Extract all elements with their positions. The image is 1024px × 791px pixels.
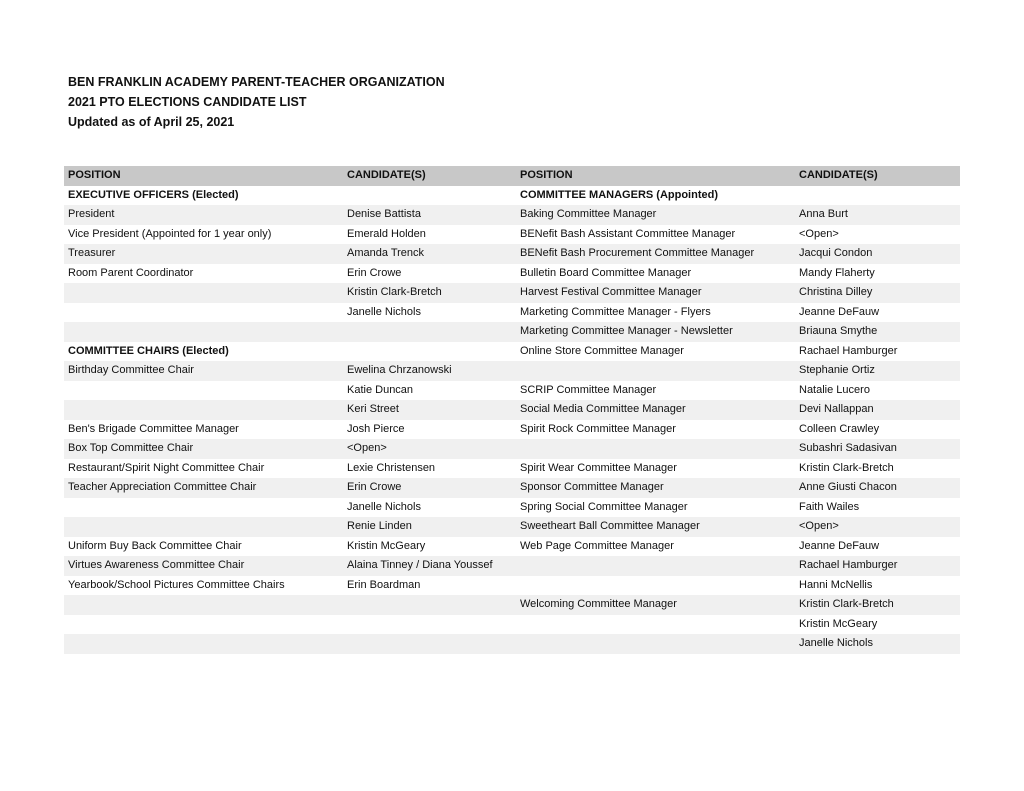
table-row xyxy=(64,283,960,303)
position-cell-2: Sweetheart Ball Committee Manager xyxy=(520,520,700,532)
candidate-cell-2: Faith Wailes xyxy=(799,500,860,513)
position-cell-2: Welcoming Committee Manager xyxy=(520,598,677,610)
table-row xyxy=(64,244,960,264)
candidate-cell-2: Stephanie Ortiz xyxy=(799,364,875,376)
table-row xyxy=(64,264,960,284)
position-cell-2: Marketing Committee Manager - Newsletter xyxy=(520,325,733,337)
candidate-cell: Alaina Tinney / Diana Youssef xyxy=(347,559,493,571)
table-row xyxy=(64,459,960,479)
candidate-cell-2: Mandy Flaherty xyxy=(799,266,875,279)
table-row xyxy=(64,615,960,635)
document-header xyxy=(68,72,445,132)
position-cell: President xyxy=(68,208,115,220)
position-cell-2: Spirit Rock Committee Manager xyxy=(520,422,676,435)
candidate-cell-2: <Open> xyxy=(799,520,839,532)
column-header-position: POSITION xyxy=(68,169,121,181)
table-row xyxy=(64,420,960,440)
org-title: BEN FRANKLIN ACADEMY PARENT-TEACHER ORGANIZATION xyxy=(68,75,445,89)
table-row xyxy=(64,303,960,323)
table-row xyxy=(64,634,960,654)
candidate-cell: Amanda Trenck xyxy=(347,247,425,259)
candidate-cell: Erin Crowe xyxy=(347,481,402,493)
position-cell: Uniform Buy Back Committee Chair xyxy=(68,539,242,552)
candidate-cell-2: Briauna Smythe xyxy=(799,325,878,337)
candidate-cell-2: Subashri Sadasivan xyxy=(799,442,897,454)
candidate-cell-2: Jeanne DeFauw xyxy=(799,539,880,552)
table-row xyxy=(64,186,960,206)
candidate-cell-2: Colleen Crawley xyxy=(799,422,880,435)
position-cell: Teacher Appreciation Committee Chair xyxy=(68,481,257,493)
table-row xyxy=(64,478,960,498)
table-row xyxy=(64,205,960,225)
table-row xyxy=(64,595,960,615)
candidate-cell-2: Rachael Hamburger xyxy=(799,344,898,357)
candidate-cell: Janelle Nichols xyxy=(347,500,421,513)
candidate-cell-2: <Open> xyxy=(799,227,839,240)
position-cell-2: Social Media Committee Manager xyxy=(520,403,686,415)
updated-date: Updated as of April 25, 2021 xyxy=(68,115,235,129)
table-row xyxy=(64,225,960,245)
position-cell-2: Baking Committee Manager xyxy=(520,208,657,220)
candidate-cell-2: Natalie Lucero xyxy=(799,383,870,396)
candidate-cell: <Open> xyxy=(347,442,387,454)
position-cell-2: SCRIP Committee Manager xyxy=(520,383,657,396)
table-row xyxy=(64,517,960,537)
table-row xyxy=(64,361,960,381)
position-cell: Virtues Awareness Committee Chair xyxy=(68,559,245,571)
position-cell-2: Spirit Wear Committee Manager xyxy=(520,461,677,474)
candidate-cell-2: Rachael Hamburger xyxy=(799,559,898,571)
position-cell: Treasurer xyxy=(68,247,116,259)
table-row xyxy=(64,576,960,596)
candidate-cell-2: Christina Dilley xyxy=(799,286,873,298)
candidate-cell: Kristin Clark-Bretch xyxy=(347,286,442,298)
document-title: 2021 PTO ELECTIONS CANDIDATE LIST xyxy=(68,95,307,109)
candidate-cell: Katie Duncan xyxy=(347,383,414,396)
position-cell: Restaurant/Spirit Night Committee Chair xyxy=(68,461,265,474)
position-cell: Ben's Brigade Committee Manager xyxy=(68,422,239,435)
candidate-cell: Erin Boardman xyxy=(347,578,421,591)
table-row xyxy=(64,537,960,557)
position-cell-2: Bulletin Board Committee Manager xyxy=(520,266,692,279)
candidate-cell-2: Anna Burt xyxy=(799,208,848,220)
position-cell-2: Spring Social Committee Manager xyxy=(520,500,688,513)
table-row xyxy=(64,439,960,459)
column-header-candidates-2: CANDIDATE(S) xyxy=(799,169,878,181)
column-header-position-2: POSITION xyxy=(520,169,573,181)
position-cell-2: Sponsor Committee Manager xyxy=(520,481,664,493)
position-cell-2: Harvest Festival Committee Manager xyxy=(520,286,702,298)
candidate-cell-2: Jeanne DeFauw xyxy=(799,305,880,318)
candidate-table xyxy=(64,166,960,654)
candidate-cell-2: Kristin Clark-Bretch xyxy=(799,598,894,610)
position-cell: COMMITTEE CHAIRS (Elected) xyxy=(68,344,229,357)
position-cell-2: Online Store Committee Manager xyxy=(520,344,684,357)
table-row xyxy=(64,556,960,576)
table-row xyxy=(64,498,960,518)
candidate-cell-2: Kristin Clark-Bretch xyxy=(799,461,894,474)
position-cell: Box Top Committee Chair xyxy=(68,442,194,454)
table-row xyxy=(64,400,960,420)
position-cell-2: Marketing Committee Manager - Flyers xyxy=(520,305,711,318)
position-cell: Birthday Committee Chair xyxy=(68,364,194,376)
table-row xyxy=(64,322,960,342)
candidate-cell: Renie Linden xyxy=(347,520,412,532)
position-cell: Yearbook/School Pictures Committee Chairs xyxy=(68,578,285,591)
candidate-cell-2: Devi Nallappan xyxy=(799,403,874,415)
position-cell-2: COMMITTEE MANAGERS (Appointed) xyxy=(520,188,718,201)
position-cell-2: BENefit Bash Assistant Committee Manager xyxy=(520,227,736,240)
position-cell: Room Parent Coordinator xyxy=(68,266,194,279)
position-cell: Vice President (Appointed for 1 year only) xyxy=(68,227,272,240)
column-header-candidates: CANDIDATE(S) xyxy=(347,169,426,181)
table-header-row xyxy=(64,166,960,186)
candidate-cell: Denise Battista xyxy=(347,208,421,220)
candidate-cell-2: Jacqui Condon xyxy=(799,247,873,259)
candidate-cell: Janelle Nichols xyxy=(347,305,421,318)
candidate-cell-2: Kristin McGeary xyxy=(799,617,878,630)
candidate-cell: Lexie Christensen xyxy=(347,461,436,474)
table-row xyxy=(64,381,960,401)
candidate-cell: Emerald Holden xyxy=(347,227,426,240)
position-cell: EXECUTIVE OFFICERS (Elected) xyxy=(68,188,239,201)
candidate-cell: Josh Pierce xyxy=(347,422,405,435)
candidate-cell-2: Anne Giusti Chacon xyxy=(799,481,897,493)
candidate-cell: Erin Crowe xyxy=(347,266,402,279)
candidate-cell: Ewelina Chrzanowski xyxy=(347,364,452,376)
position-cell-2: BENefit Bash Procurement Committee Manager xyxy=(520,247,755,259)
candidate-cell: Keri Street xyxy=(347,403,399,415)
table-row xyxy=(64,342,960,362)
position-cell-2: Web Page Committee Manager xyxy=(520,539,674,552)
candidate-cell-2: Hanni McNellis xyxy=(799,578,873,591)
candidate-cell: Kristin McGeary xyxy=(347,539,426,552)
candidate-cell-2: Janelle Nichols xyxy=(799,637,873,649)
